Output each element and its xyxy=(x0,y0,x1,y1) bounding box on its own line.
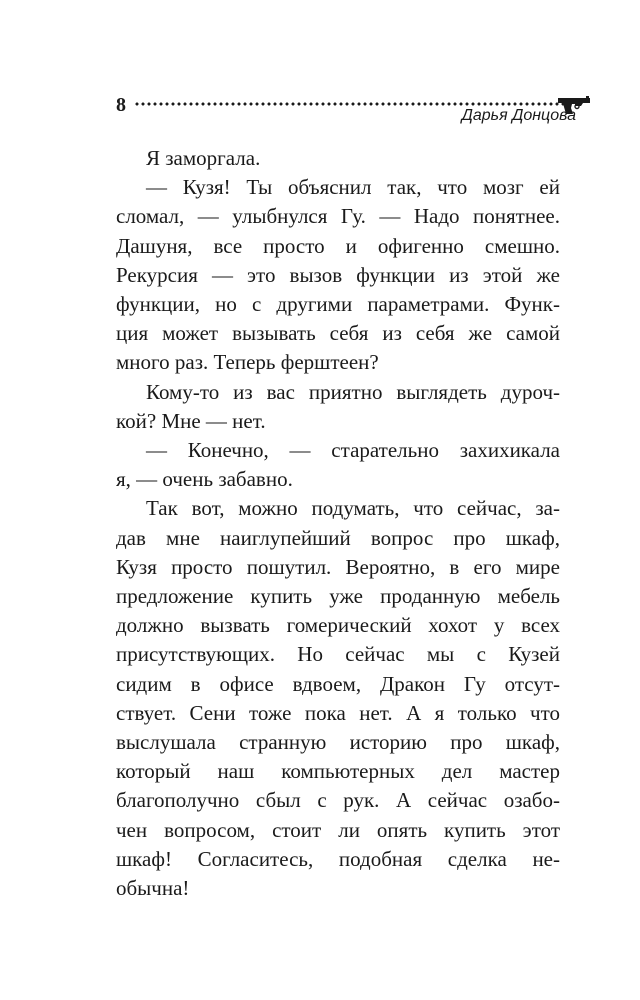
paragraph xyxy=(116,173,560,377)
paragraph xyxy=(116,494,560,903)
text-line: Так вот, можно подумать, что сейчас, за- xyxy=(146,496,560,521)
text-line: Дашуня, все просто и офигенно смешно. xyxy=(116,233,560,258)
text-line: который наш компьютерных дел мастер xyxy=(116,759,560,784)
text-line: — Кузя! Ты объяснил так, что мозг ей xyxy=(146,175,560,200)
page-number: 8 xyxy=(116,94,126,116)
text-line: благополучно сбыл с рук. А сейчас озабо- xyxy=(116,788,560,813)
text-line: дав мне наиглупейший вопрос про шкаф, xyxy=(116,525,560,550)
text-line: присутствующих. Но сейчас мы с Кузей xyxy=(116,642,560,667)
text-line: выслушала странную историю про шкаф, xyxy=(116,730,560,755)
text-line: предложение купить уже проданную мебель xyxy=(116,584,560,609)
text-line: Рекурсия — это вызов функции из этой же xyxy=(116,262,560,287)
text-line: должно вызвать гомерический хохот у всех xyxy=(116,613,560,638)
text-line: ция может вызывать себя из себя же самой xyxy=(116,321,560,346)
text-line: функции, но с другими параметрами. Функ- xyxy=(116,292,560,317)
text-line: Я заморгала. xyxy=(146,146,261,170)
book-text xyxy=(116,144,560,903)
paragraph xyxy=(116,436,560,494)
text-line: много раз. Теперь ферштеен? xyxy=(116,350,379,375)
text-line: — Конечно, — старательно захихикала xyxy=(146,438,560,463)
paragraph xyxy=(116,378,560,436)
paragraph xyxy=(116,144,560,173)
text-line: ствует. Сени тоже пока нет. А я только что xyxy=(116,700,560,725)
text-line: обычна! xyxy=(116,876,190,901)
text-line: чен вопросом, стоит ли опять купить этот xyxy=(116,817,560,842)
text-line: я, — очень забавно. xyxy=(116,467,293,492)
text-line: Кузя просто пошутил. Вероятно, в его мире xyxy=(116,554,560,579)
text-line: сломал, — улыбнулся Гу. — Надо понятнее. xyxy=(116,204,560,229)
text-line: Кому-то из вас приятно выглядеть дуроч- xyxy=(146,379,560,404)
text-line: сидим в офисе вдвоем, Дракон Гу отсут- xyxy=(116,671,560,696)
running-header xyxy=(116,94,590,134)
text-line: шкаф! Согласитесь, подобная сделка не- xyxy=(116,846,560,871)
text-line: кой? Мне — нет. xyxy=(116,408,266,433)
author-name: Дарья Донцова xyxy=(461,107,576,124)
